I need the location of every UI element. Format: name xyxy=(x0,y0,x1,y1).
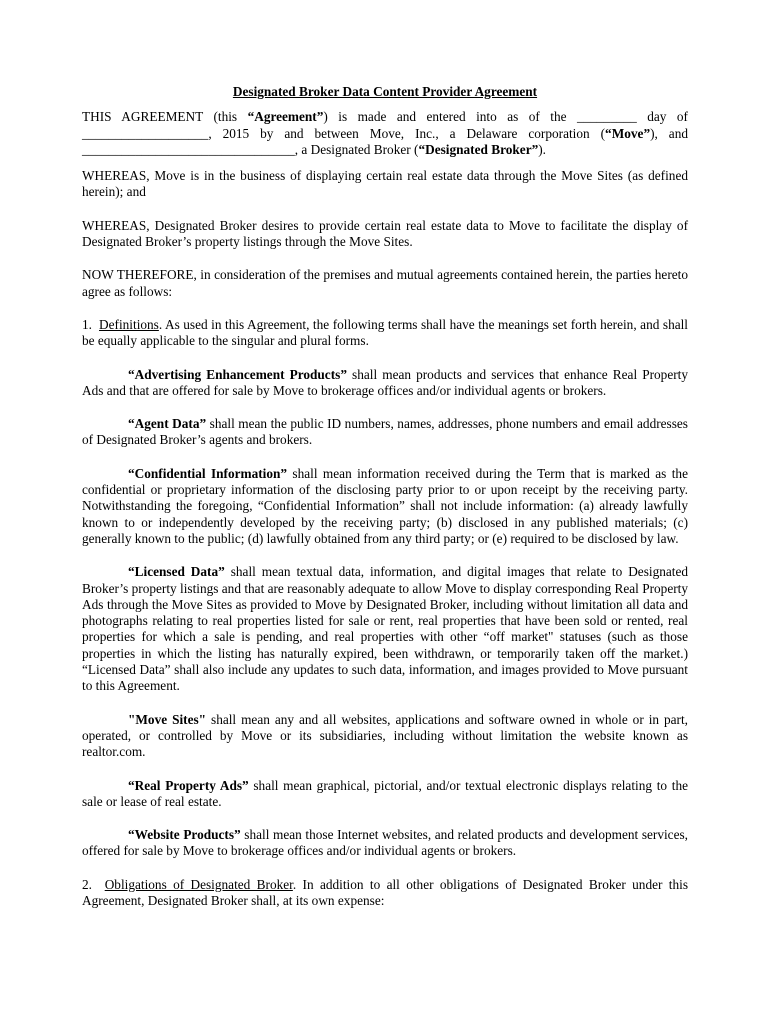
section-1-text: . As used in this Agreement, the following terms shall have the meanings set forth herein, and shall be equally applicable to the singular and plural forms. xyxy=(82,316,689,349)
section-1-number: 1. xyxy=(82,316,92,332)
section-2-text: . In addition to all other obligations of Designated Broker under this Agreement, Designated Broker shall, at its own expense: xyxy=(82,876,688,908)
definition-text: shall mean those Internet websites, and related products and development services, offered for sale by Move to brokerage offices and/or individual agents or brokers. xyxy=(82,827,688,859)
whereas-paragraph-1: WHEREAS, Move is in the business of displaying certain real estate data through the Move Sites (as defined herein); and xyxy=(82,168,688,200)
definition-text: shall mean graphical, pictorial, and/or textual electronic displays relating to the sale or lease of real estate. xyxy=(82,777,688,809)
definition-text: shall mean textual data, information, and digital images that relate to Designated Broker’s property listings and that are reasonably adequate to allow Move to display corresponding Real Property Ads through the Move Sites as provided to Move by Designated Broker, including without limitation all data and photographs relating to real properties listed for sale or rent, real properties that have been sold or rented, real properties for which a sale is pending, and real properties with other “off market" statuses (such as those properties in which the listing has naturally expired, been withdrawn, or temporarily taken off the market.) “Licensed Data” shall also include any updates to such data, information, and images provided to Move pursuant to this Agreement. xyxy=(82,564,689,694)
intro-text-1: THIS AGREEMENT (this xyxy=(82,109,248,125)
intro-text-4: ). xyxy=(538,141,547,157)
definition-term: “Real Property Ads” xyxy=(128,777,249,793)
definition-advertising-enhancement-products xyxy=(82,367,688,400)
whereas-paragraph-2: WHEREAS, Designated Broker desires to provide certain real estate data to Move to facilitate the display of Designated Broker’s property listings through the Move Sites. xyxy=(82,217,688,250)
definition-term: “Licensed Data” xyxy=(128,564,225,580)
definition-term: “Confidential Information” xyxy=(128,465,288,481)
section-1-heading: Definitions xyxy=(99,316,159,332)
document-title: Designated Broker Data Content Provider Agreement xyxy=(232,84,538,99)
definition-term: "Move Sites" xyxy=(128,711,207,727)
definition-term: “Agent Data” xyxy=(128,416,207,432)
section-2-number: 2. xyxy=(82,876,92,892)
definition-text: shall mean information received during the Term that is marked as the confidential or proprietary information of the disclosing party prior to or upon receipt by the receiving party. Notwithstanding the foregoing, “Confidential Information” shall not include information: (a) already lawfully known to or independently developed by the receiving party; (b) disclosed in any published materials; (c) generally known to the public; (d) lawfully obtained from any third party; or (e) required to be disclosed by law. xyxy=(82,465,688,546)
intro-text-3: ), and ________________________________, a Designated Broker ( xyxy=(82,125,688,157)
definition-term: “Advertising Enhancement Products” xyxy=(128,366,347,382)
section-2-paragraph xyxy=(82,877,688,910)
section-1-paragraph xyxy=(82,317,688,350)
term-agreement: “Agreement” xyxy=(247,109,324,125)
definition-real-property-ads xyxy=(82,778,688,811)
definition-text: shall mean any and all websites, applications and software owned in whole or in part, operated, or controlled by Move or its subsidiaries, including without limitation the website known as realtor.com. xyxy=(82,711,688,760)
definition-text: shall mean the public ID numbers, names, addresses, phone numbers and email addresses of Designated Broker’s agents and brokers. xyxy=(82,416,688,448)
term-designated-broker: “Designated Broker” xyxy=(418,141,539,157)
document-body xyxy=(82,84,688,926)
definition-website-products xyxy=(82,827,688,860)
definition-licensed-data xyxy=(82,564,688,694)
definition-move-sites xyxy=(82,712,688,761)
now-therefore-paragraph: NOW THEREFORE, in consideration of the premises and mutual agreements contained herein, the parties hereto agree as follows: xyxy=(82,267,688,299)
definition-agent-data xyxy=(82,416,688,449)
definition-text: shall mean products and services that enhance Real Property Ads and that are offered for sale by Move to brokerage offices and/or individual agents or brokers. xyxy=(82,366,688,398)
intro-paragraph xyxy=(82,109,688,158)
section-2-heading: Obligations of Designated Broker xyxy=(104,876,293,892)
intro-text-2: ) is made and entered into as of the _________ day of ___________________, 2015 by and between Move, Inc., a Delaware corporation ( xyxy=(82,109,688,141)
definition-term: “Website Products” xyxy=(128,827,241,843)
term-move: “Move” xyxy=(605,125,651,141)
definition-confidential-information xyxy=(82,466,688,547)
